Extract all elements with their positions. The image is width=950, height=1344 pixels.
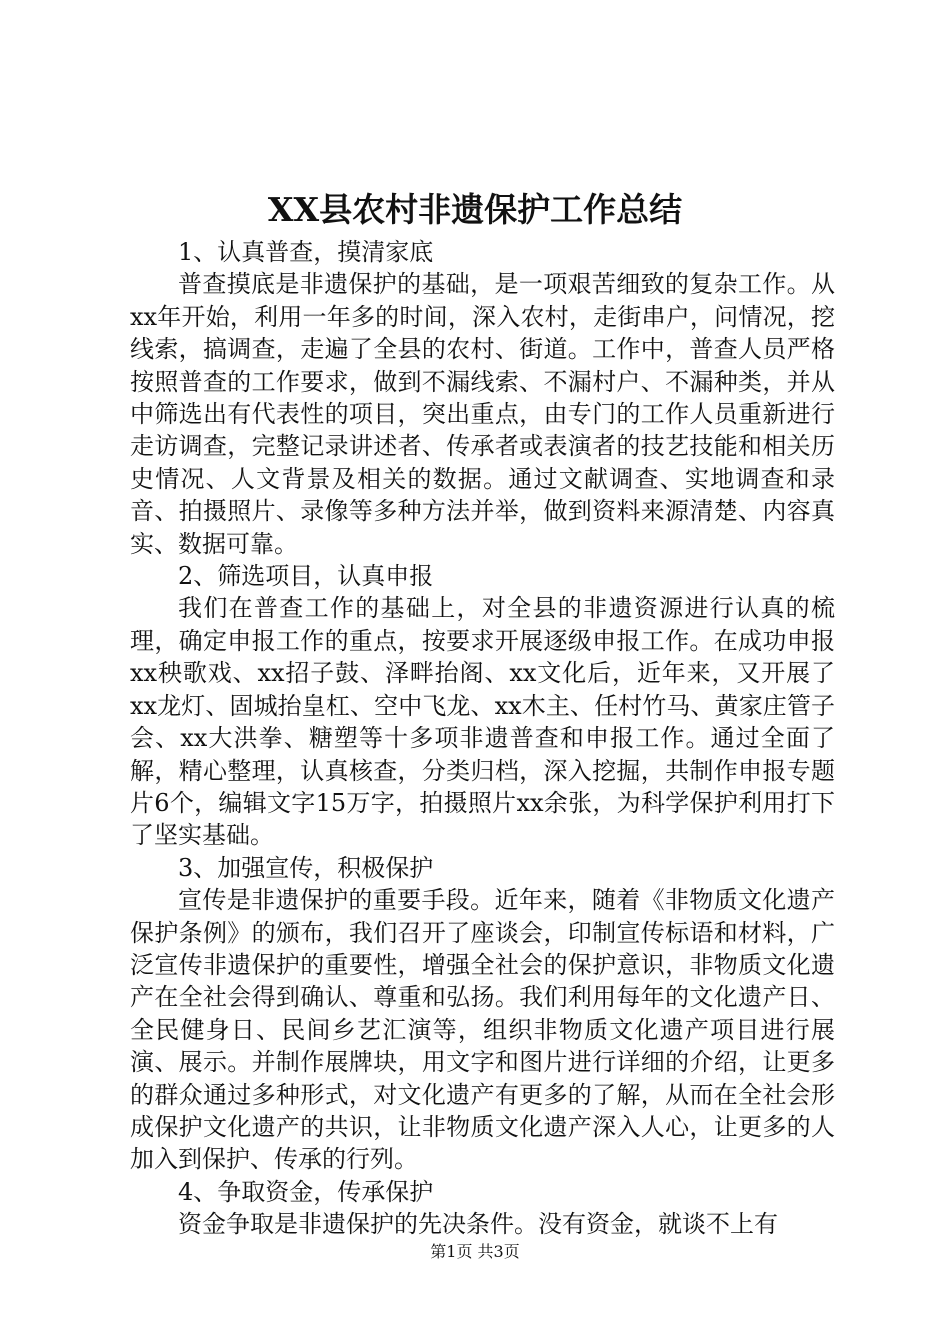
- section-heading-1: 1、认真普查，摸清家底: [178, 238, 434, 266]
- document-body: [130, 236, 835, 1241]
- document-title: XX县农村非遗保护工作总结: [267, 190, 683, 229]
- section-heading-4: 4、争取资金，传承保护: [178, 1177, 434, 1206]
- section-paragraph-3: 宣传是非遗保护的重要手段。近年来，随着《非物质文化遗产保护条例》的颁布，我们召开了座谈会，印制宣传标语和材料，广泛宣传非遗保护的重要性，增强全社会的保护意识，非物质文化遗产在全社会得到确认、尊重和弘扬。我们利用每年的文化遗产日、全民健身日、民间乡艺汇演等，组织非物质文化遗产项目进行展演、展示。并制作展牌块，用文字和图片进行详细的介绍，让更多的群众通过多种形式，对文化遗产有更多的了解，从而在全社会形成保护文化遗产的共识，让非物质文化遗产深入人心，让更多的人加入到保护、传承的行列。: [130, 886, 835, 1174]
- section-heading-2: 2、筛选项目，认真申报: [178, 562, 434, 591]
- section-paragraph-2: 我们在普查工作的基础上，对全县的非遗资源进行认真的梳理，确定申报工作的重点，按要求开展逐级申报工作。在成功申报xx秧歌戏、xx招子鼓、泽畔抬阁、xx文化后，近年来，又开展了xx龙灯、固城抬皇杠、空中飞龙、xx木主、任村竹马、黄家庄管子会、xx大洪拳、糖塑等十多项非遗普查和申报工作。通过全面了解，精心整理，认真核查，分类归档，深入挖掘，共制作申报专题片6个，编辑文字15万字，拍摄照片xx余张，为科学保护利用打下了坚实基础。: [130, 594, 835, 850]
- section-paragraph-1: 普查摸底是非遗保护的基础，是一项艰苦细致的复杂工作。从xx年开始，利用一年多的时间，深入农村，走街串户，问情况，挖线索，搞调查，走遍了全县的农村、街道。工作中，普查人员严格按照普查的工作要求，做到不漏线索、不漏村户、不漏种类，并从中筛选出有代表性的项目，突出重点，由专门的工作人员重新进行走访调查，完整记录讲述者、传承者或表演者的技艺技能和相关历史情况、人文背景及相关的数据。通过文献调查、实地调查和录音、拍摄照片、录像等多种方法并举，做到资料来源清楚、内容真实、数据可靠。: [130, 270, 835, 558]
- page-number-footer: 第1页 共3页: [430, 1242, 520, 1261]
- section-heading-3: 3、加强宣传，积极保护: [178, 853, 434, 882]
- section-paragraph-4: 资金争取是非遗保护的先决条件。没有资金，就谈不上有: [178, 1210, 778, 1239]
